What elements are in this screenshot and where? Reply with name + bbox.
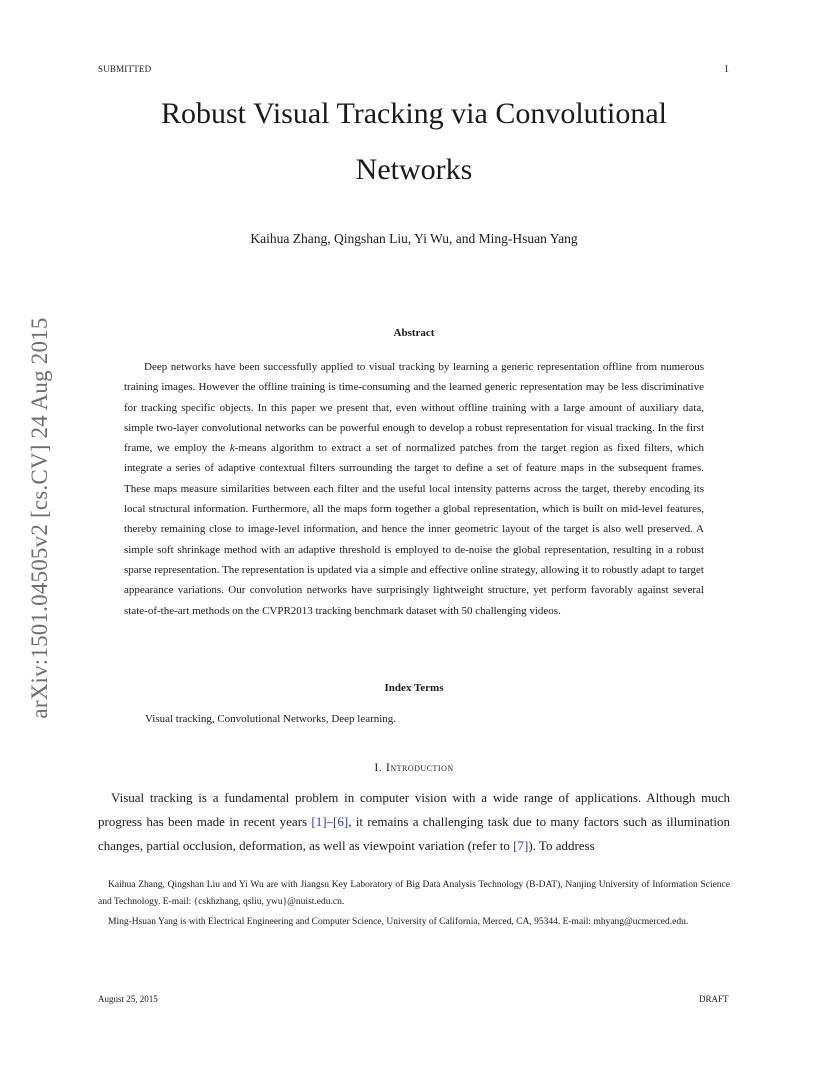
citation-link-7[interactable]: [7]: [513, 838, 529, 853]
section-heading-introduction: [100, 760, 728, 775]
footer-status: DRAFT: [699, 994, 729, 1004]
arxiv-identifier: arXiv:1501.04505v2 [cs.CV] 24 Aug 2015: [27, 317, 52, 719]
abstract-k-variable: k: [229, 442, 235, 455]
intro-text-part1: Visual tracking is a fundamental problem in computer vision with a wide range of applications. Although much progress has been made in recent years: [98, 790, 730, 829]
author-footnotes: [98, 877, 730, 934]
index-terms-heading: Index Terms: [384, 682, 444, 694]
index-terms-text: Visual tracking, Convolutional Networks, Deep learning.: [145, 713, 397, 725]
intro-text-part3: ). To address: [528, 838, 595, 853]
abstract-heading: Abstract: [393, 327, 435, 339]
paper-title: [100, 86, 728, 198]
author-list: Kaihua Zhang, Qingshan Liu, Yi Wu, and Ming-Hsuan Yang: [250, 231, 578, 246]
introduction-body: [98, 786, 730, 858]
page-number: 1: [724, 64, 729, 75]
title-line-2: Networks: [355, 153, 473, 186]
abstract-text-part1: Deep networks have been successfully applied to visual tracking by learning a generic representation offline from numerous training images. However the offline training is time-consuming and the learned generic representation may be less discriminative for tracking specific objects. In this paper we present that, even without offline training with a large amount of auxiliary data, simple two-layer convolutional networks can be powerful enough to develop a robust representation for visual tracking. In the first frame, we employ the: [124, 361, 704, 455]
title-line-1: Robust Visual Tracking via Convolutional: [160, 97, 667, 130]
citation-link-1[interactable]: [1]: [311, 814, 327, 829]
running-header: SUBMITTED: [98, 64, 152, 74]
footer-date: August 25, 2015: [98, 994, 158, 1004]
arxiv-sidebar: [24, 277, 56, 759]
intro-text-part2: , it remains a challenging task due to many factors such as illumination changes, partial occlusion, deformation, as well as viewpoint variation (refer to: [98, 814, 730, 853]
section-title: Introduction: [385, 760, 454, 774]
footnote-affiliation-2: Ming-Hsuan Yang is with Electrical Engineering and Computer Science, University of California, Merced, CA, 95344. E-mail: mhyang@ucmerced.edu.: [108, 917, 689, 927]
section-number: I.: [374, 760, 386, 774]
footnote-affiliation-1: Kaihua Zhang, Qingshan Liu and Yi Wu are with Jiangsu Key Laboratory of Big Data Analysis Technology (B-DAT), Nanjing University of Information Science and Technology. E-mail: {cskhzhang, qsliu, ywu}@nuist.edu.cn.: [98, 880, 730, 907]
abstract-text-part2: -means algorithm to extract a set of normalized patches from the target region as fixed filters, which integrate a series of adaptive contextual filters surrounding the target to define a set of feature maps in the subsequent frames. These maps measure similarities between each filter and the useful local intensity patterns across the target, thereby encoding its local structural information. Furthermore, all the maps form together a global representation, which is built on mid-level features, thereby remaining close to image-level information, and hence the inner geometric layout of the target is also well preserved. A simple soft shrinkage method with an adaptive threshold is employed to de-noise the global representation, resulting in a robust sparse representation. The representation is updated via a simple and effective online strategy, allowing it to robustly adapt to target appearance variations. Our convolution networks have surprisingly lightweight structure, yet perform favorably against several state-of-the-art methods on the CVPR2013 tracking benchmark dataset with 50 challenging videos.: [124, 442, 705, 617]
intro-paragraph: [98, 786, 730, 858]
abstract-body: [124, 357, 704, 621]
citation-link-6[interactable]: [6]: [333, 814, 349, 829]
abstract-paragraph: [124, 357, 704, 621]
citation-dash: –: [326, 814, 334, 829]
